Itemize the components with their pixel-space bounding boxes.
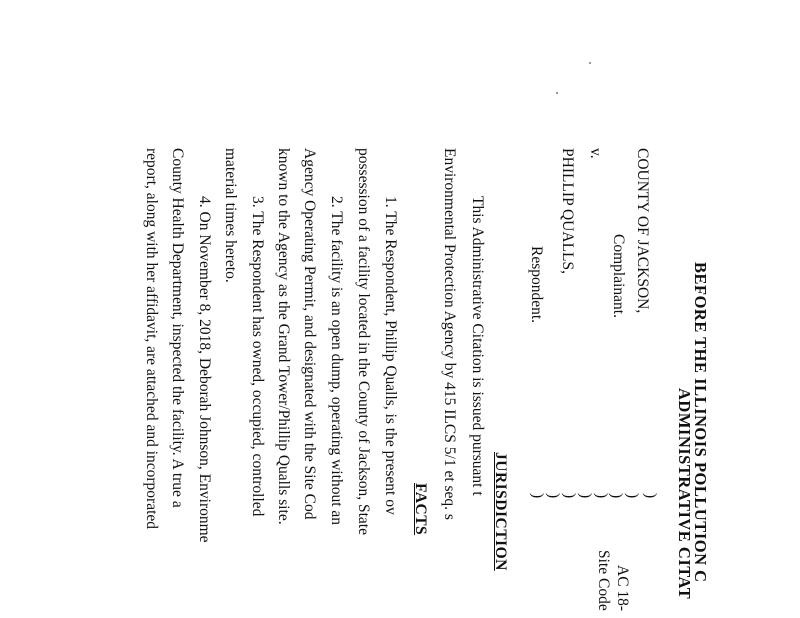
facts-paragraph-line: 2. The facility is an open dump, operating without an — [327, 196, 345, 526]
header-title-line-1: BEFORE THE ILLINOIS POLLUTION C — [691, 262, 711, 583]
respondent-name: PHILLIP QUALLS, — [558, 148, 576, 275]
facts-paragraph-line: possession of a facility located in the County of Jackson, State — [354, 148, 372, 535]
scan-speck — [556, 92, 558, 94]
caption-bracket: ) — [576, 493, 594, 499]
facts-paragraph-line: County Health Department, inspected the facility. A true a — [168, 148, 186, 508]
facts-paragraph-line: 4. On November 8, 2018, Deborah Johnson, Environme — [195, 196, 213, 543]
jurisdiction-text: This Administrative Citation is issued pursuant t — [468, 196, 486, 496]
caption-bracket: ) — [544, 493, 562, 499]
versus-label: v. — [586, 148, 604, 159]
facts-paragraph-line: 3. The Respondent has owned, occupied, controlled — [248, 196, 266, 517]
caption-bracket: ) — [641, 493, 659, 499]
case-number: AC 18- — [613, 565, 631, 612]
caption-bracket: ) — [592, 493, 610, 499]
facts-heading: FACTS — [411, 483, 429, 536]
caption-bracket: ) — [560, 493, 578, 499]
caption-bracket: ) — [623, 493, 641, 499]
caption-bracket: ) — [528, 493, 546, 499]
complainant-name: COUNTY OF JACKSON, — [633, 148, 651, 314]
complainant-role: Complainant. — [609, 234, 627, 318]
jurisdiction-heading: JURISDICTION — [491, 452, 509, 571]
facts-paragraph-line: report, along with her affidavit, are attached and incorporated — [142, 148, 160, 530]
facts-paragraph-line: Agency Operating Permit, and designated with the Site Cod — [300, 148, 318, 520]
facts-paragraph-line: known to the Agency as the Grand Tower/Phillip Qualls site. — [274, 148, 292, 525]
respondent-role: Respondent. — [527, 246, 545, 324]
facts-paragraph-line: 1. The Respondent, Phillip Qualls, is the present ov — [381, 196, 399, 515]
header-title-line-2: ADMINISTRATIVE CITAT — [675, 388, 695, 600]
site-code: Site Code — [594, 550, 612, 611]
caption-bracket: ) — [607, 493, 625, 499]
facts-paragraph-line: material times hereto. — [221, 148, 239, 283]
scan-speck — [589, 62, 591, 64]
jurisdiction-text: Environmental Protection Agency by 415 ILCS 5/1 et seq. s — [440, 148, 458, 520]
